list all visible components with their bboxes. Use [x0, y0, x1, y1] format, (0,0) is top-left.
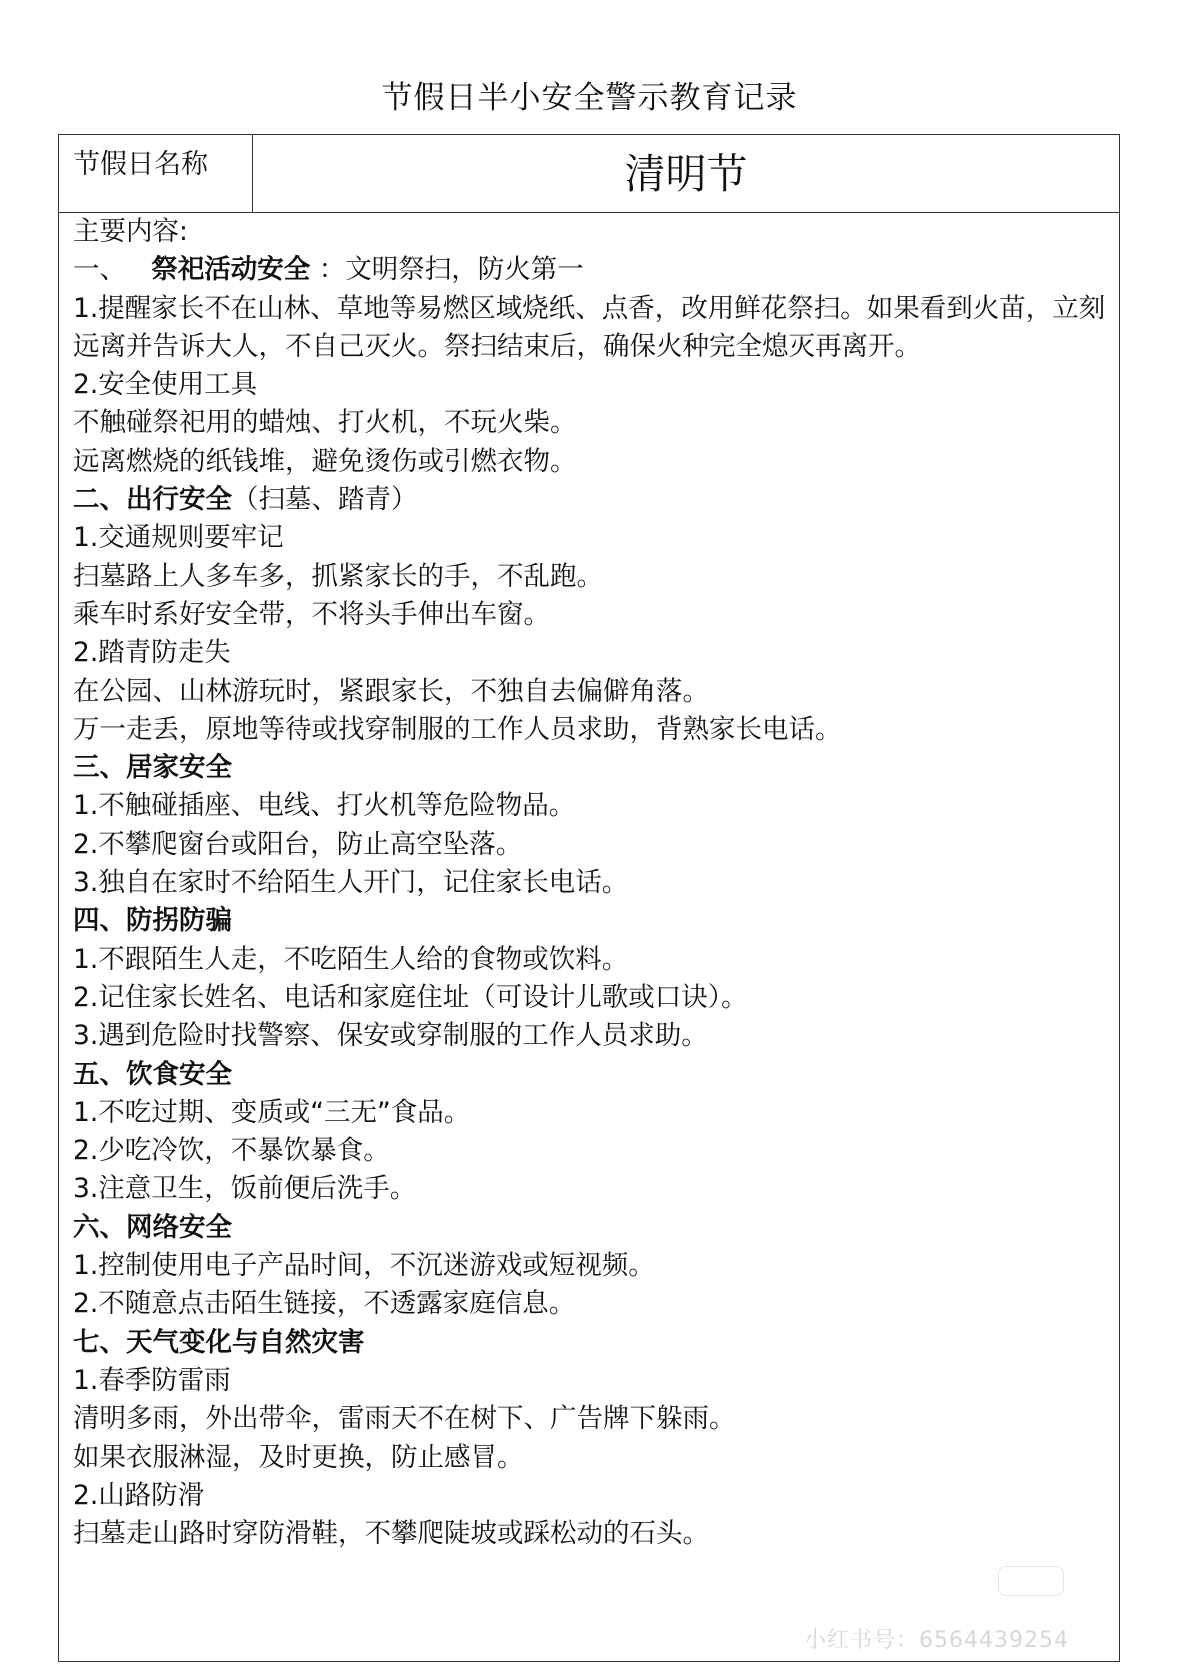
section-2-line: 在公园、山林游玩时，紧跟家长，不独自去偏僻角落。 — [73, 675, 709, 707]
section-4-line: 3.遇到危险时找警察、保安或穿制服的工作人员求助。 — [73, 1020, 708, 1052]
section-7-line: 清明多雨，外出带伞，雷雨天不在树下、广告牌下躲雨。 — [73, 1403, 736, 1435]
section-3-heading: 三、居家安全 — [73, 752, 232, 784]
section-5-line: 2.少吃冷饮，不暴饮暴食。 — [73, 1135, 390, 1167]
record-table — [58, 134, 1120, 1662]
section-2-line: 扫墓路上人多车多，抓紧家长的手，不乱跑。 — [73, 560, 603, 592]
section-6-heading: 六、网络安全 — [73, 1211, 232, 1243]
section-7-line: 1.春季防雷雨 — [73, 1364, 231, 1396]
section-1-bold: 祭祀活动安全 — [151, 254, 311, 286]
watermark: 小红书号：6564439254 — [804, 1628, 1069, 1653]
section-2-rest: （扫墓、踏青） — [232, 484, 418, 516]
holiday-name-value: 清明节 — [624, 150, 748, 198]
page-title: 节假日半小安全警示教育记录 — [381, 80, 798, 116]
section-1-rest: ：文明祭扫，防火第一 — [318, 254, 584, 286]
section-4-line: 1.不跟陌生人走，不吃陌生人给的食物或饮料。 — [73, 943, 629, 975]
holiday-name-label: 节假日名称 — [59, 135, 253, 212]
watermark-logo — [998, 1566, 1064, 1596]
section-2-bold: 二、出行安全 — [73, 484, 232, 516]
section-6-line: 2.不随意点击陌生链接，不透露家庭信息。 — [73, 1288, 576, 1320]
section-1-line: 1.提醒家长不在山林、草地等易燃区域烧纸、点香，改用鲜花祭扫。如果看到火苗，立刻远离并告诉大人，不自己灭火。祭扫结束后，确保火种完全熄灭再离开。 — [73, 292, 1106, 362]
section-3-line: 3.独自在家时不给陌生人开门，记住家长电话。 — [73, 867, 629, 899]
section-4-heading: 四、防拐防骗 — [73, 905, 232, 937]
section-1-prefix: 一、 — [73, 254, 126, 286]
section-2-line: 乘车时系好安全带，不将头手伸出车窗。 — [73, 598, 550, 630]
section-1-heading — [73, 251, 1111, 289]
section-6-line: 1.控制使用电子产品时间，不沉迷游戏或短视频。 — [73, 1250, 655, 1282]
section-1-line: 不触碰祭祀用的蜡烛、打火机，不玩火柴。 — [73, 407, 577, 439]
section-7-heading: 七、天气变化与自然灾害 — [73, 1326, 365, 1358]
content-intro: 主要内容: — [73, 216, 188, 247]
content-cell — [73, 213, 1111, 1553]
section-3-line: 1.不触碰插座、电线、打火机等危险物品。 — [73, 790, 576, 822]
section-1-line: 2.安全使用工具 — [73, 369, 258, 401]
section-2-heading — [73, 481, 1111, 519]
section-2-line: 万一走丢，原地等待或找穿制服的工作人员求助，背熟家长电话。 — [73, 713, 842, 745]
section-1-line: 远离燃烧的纸钱堆，避免烫伤或引燃衣物。 — [73, 445, 577, 477]
section-7-line: 扫墓走山路时穿防滑鞋，不攀爬陡坡或踩松动的石头。 — [73, 1518, 709, 1550]
section-5-line: 1.不吃过期、变质或“三无”食品。 — [73, 1096, 471, 1128]
section-2-line: 1.交通规则要牢记 — [73, 522, 284, 554]
section-7-line: 如果衣服淋湿，及时更换，防止感冒。 — [73, 1441, 524, 1473]
section-4-line: 2.记住家长姓名、电话和家庭住址（可设计儿歌或口诀）。 — [73, 981, 748, 1013]
section-2-line: 2.踏青防走失 — [73, 637, 231, 669]
header-row — [59, 135, 1119, 213]
section-5-line: 3.注意卫生，饭前便后洗手。 — [73, 1173, 417, 1205]
section-3-line: 2.不攀爬窗台或阳台，防止高空坠落。 — [73, 828, 523, 860]
section-7-line: 2.山路防滑 — [73, 1479, 205, 1511]
section-5-heading: 五、饮食安全 — [73, 1058, 232, 1090]
